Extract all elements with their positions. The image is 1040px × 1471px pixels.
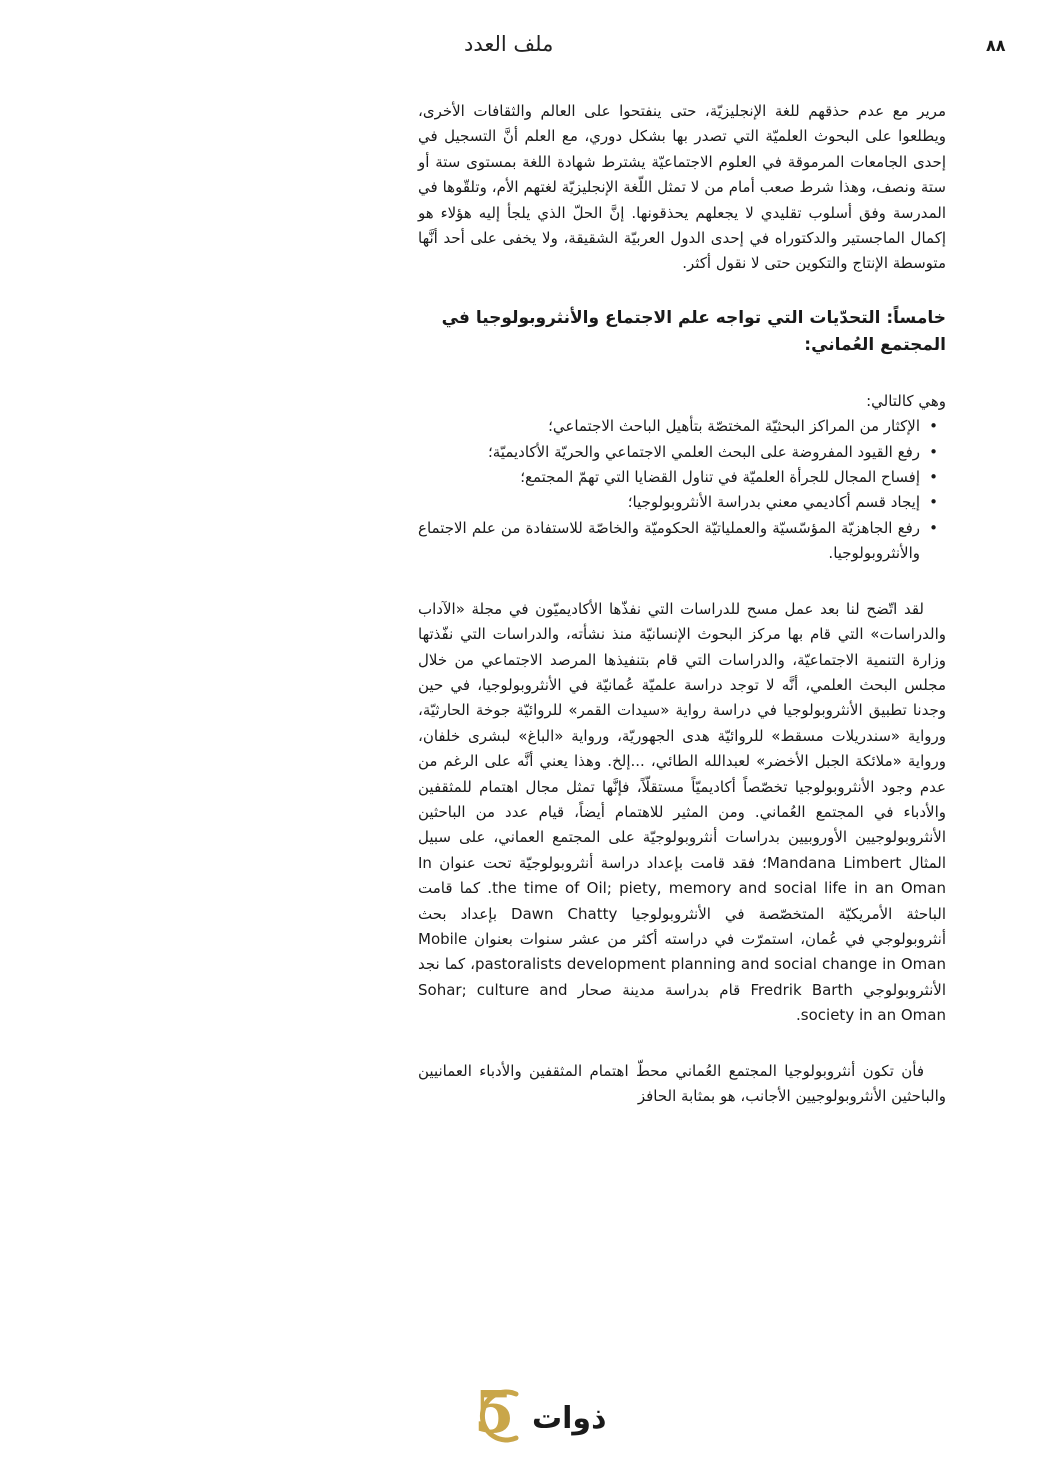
logo-text: ذوات: [532, 1401, 607, 1436]
list-item: • الإكثار من المراكز البحثيّة المختصّة بتأهيل الباحث الاجتماعي؛: [418, 414, 946, 439]
logo-number: 5: [474, 1380, 515, 1444]
article-body: [418, 99, 946, 1109]
list-item: • رفع القيود المفروضة على البحث العلمي الاجتماعي والحريّة الأكاديميّة؛: [418, 440, 946, 465]
logo-mark-icon: [472, 1380, 612, 1444]
list-item: • إفساح المجال للجرأة العلميّة في تناول القضايا التي تهمّ المجتمع؛: [418, 465, 946, 490]
page-number: ٨٨: [986, 36, 1006, 55]
publication-logo: [472, 1380, 612, 1444]
closing-paragraph: فأن تكون أنثروبولوجيا المجتمع العُماني محطّ اهتمام المثقفين والأدباء العمانيين والباحثين الأنثروبولوجيين الأجانب، هو بمثابة الحافز: [418, 1061, 946, 1105]
challenges-list: [418, 414, 946, 566]
page-header: [0, 30, 1040, 64]
list-item: • إيجاد قسم أكاديمي معني بدراسة الأنثروبولوجيا؛: [418, 490, 946, 515]
list-item: • رفع الجاهزيّة المؤسّسيّة والعملياتيّة الحكوميّة والخاصّة للاستفادة من علم الاجتماع والأنثروبولوجيا.: [418, 516, 946, 567]
list-intro: وهي كالتالي:: [866, 391, 946, 410]
survey-paragraph: لقد اتّضح لنا بعد عمل مسح للدراسات التي نفذّها الأكاديميّون في مجلة «الآداب والدراسات» التي قام بها مركز البحوث الإنسانيّة منذ نشأته، والدراسات التي نفّذتها وزارة التنمية الاجتماعيّة، والدراسات التي قام بتنفيذها المرصد الاجتماعي من خلال مجلس البحث العلمي، أنَّه لا توجد دراسة علميّة عُمانيّة في الأنثروبولوجيا، في حين وجدنا تطبيق الأنثروبولوجيا في دراسة رواية «سيدات القمر» للروائيّة جوخة الحارثيّة، ورواية «سندريلات مسقط» للروائيّة هدى الجهوريّة، ورواية «الباغ» لبشرى خلفان، ورواية «ملائكة الجبل الأخضر» لعبدالله الطائي، ...إلخ. وهذا يعني أنَّه على الرغم من عدم وجود الأنثروبولوجيا تخصّصاً أكاديميّاً مستقلّاً، فإنَّها تمثل مجال اهتمام للمثقفين والأدباء في المجتمع العُماني. ومن المثير للاهتمام أيضاً، قيام عدد من الباحثين الأنثروبولوجيين الأوروبيين بدراسات أنثروبولوجيّة على المجتمع العماني، على سبيل المثال Mandana Limbert؛ فقد قامت بإعداد دراسة أنثروبولوجيّة تحت عنوان In the time of Oil; piety, memory and social life in an Oman. كما قامت الباحثة الأمريكيّة المتخصّصة في الأنثروبولوجيا Dawn Chatty بإعداد بحث أنثروبولوجي في عُمان، استمرّت في دراسته أكثر من عشر سنوات بعنوان Mobile pastoralists development planning and social change in Oman، كما نجد الأنثروبولوجي Fredrik Barth قام بدراسة مدينة صحار Sohar; culture and society in an Oman.: [418, 599, 947, 1025]
intro-paragraph: مرير مع عدم حذقهم للغة الإنجليزيّة، حتى ينفتحوا على العالم والثقافات الأخرى، ويطلعوا على البحوث العلميّة التي تصدر بها بشكل دوري، مع العلم أنَّ التسجيل في إحدى الجامعات المرموقة في العلوم الاجتماعيّة يشترط شهادة اللغة بمستوى ستة أو ستة ونصف، وهذا شرط صعب أمام من لا تمثل اللّغة الإنجليزيّة لغتهم الأم، وتلقّوها في المدرسة وفق أسلوب تقليدي لا يجعلهم يحذقونها. إنَّ الحلّ الذي يلجأ إليه هؤلاء هو إكمال الماجستير والدكتوراه في إحدى الدول العربيّة الشقيقة، ولا يخفى على أحد أنَّها متوسطة الإنتاج والتكوين حتى لا نقول أكثر.: [418, 102, 946, 273]
section-title: ملف العدد: [464, 32, 554, 56]
section-heading: خامساً: التحدّيات التي تواجه علم الاجتماع والأنثروبولوجيا في المجتمع العُماني:: [441, 307, 946, 355]
